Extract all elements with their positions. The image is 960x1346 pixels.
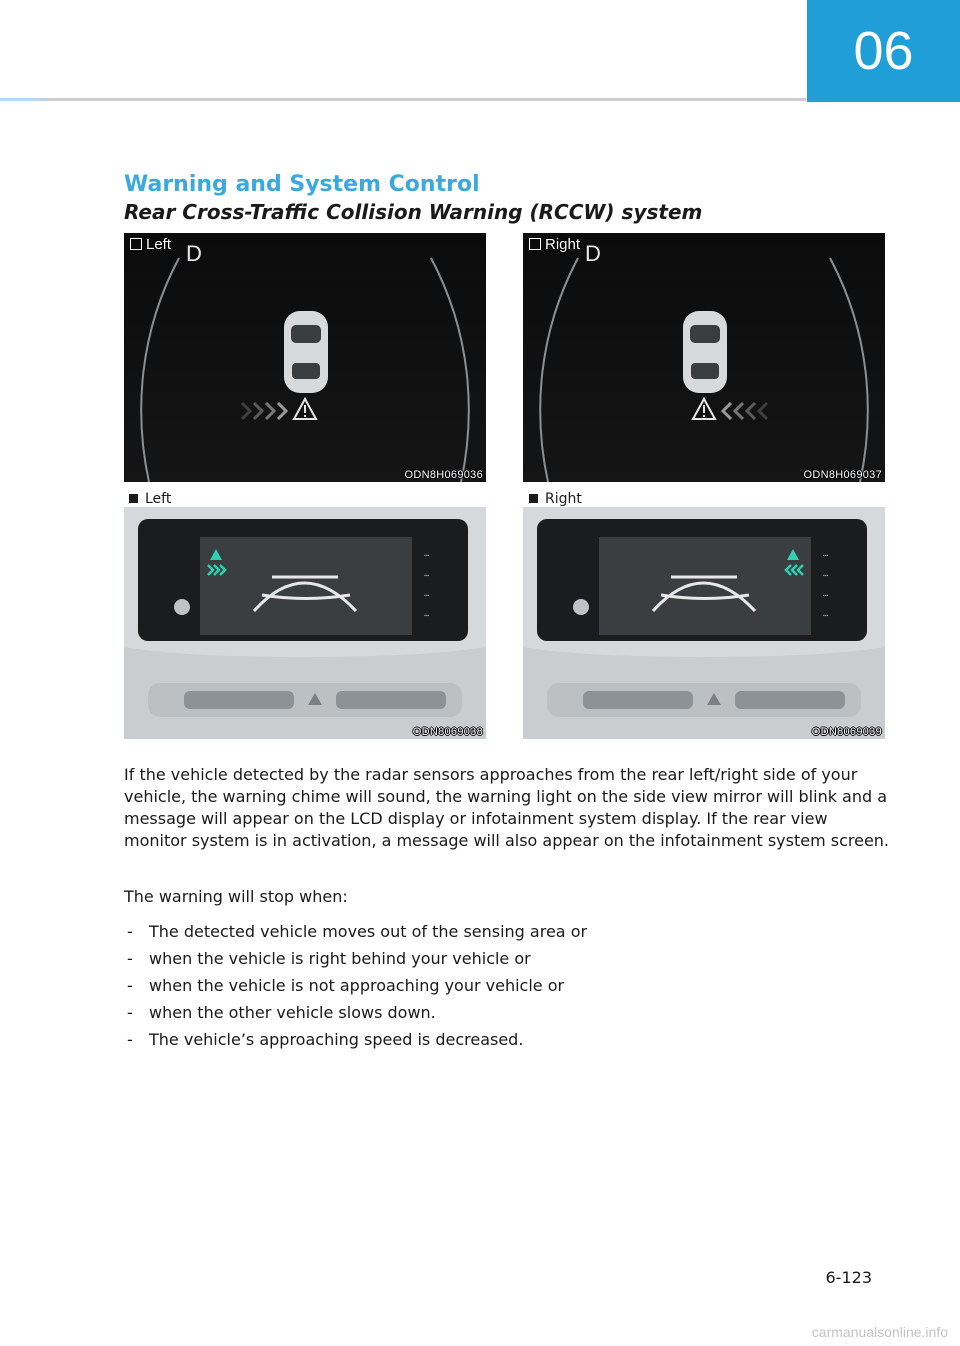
svg-text:▪▪▪: ▪▪▪	[424, 613, 430, 619]
svg-text:▪▪▪: ▪▪▪	[424, 573, 430, 579]
section-title: Warning and System Control	[124, 172, 480, 197]
cluster-left-figure	[124, 233, 486, 482]
infotainment-left-figure	[124, 507, 486, 739]
page-number: 6-123	[825, 1268, 872, 1287]
figure-code: ODN8H069036	[404, 469, 483, 481]
subsection-title: Rear Cross-Traffic Collision Warning (RCCW) system	[124, 200, 703, 224]
chapter-tab: 06	[807, 0, 960, 102]
stop-conditions-list	[124, 918, 587, 1053]
infotainment-left-illustration	[124, 507, 486, 739]
svg-text:▪▪▪: ▪▪▪	[424, 553, 430, 559]
cluster-left-illustration	[124, 233, 486, 482]
svg-text:▪▪▪: ▪▪▪	[424, 593, 430, 599]
figure-code: ODN8069038	[412, 726, 483, 738]
figure-code: ODN8069039	[811, 726, 882, 738]
figure-caption: Right	[529, 491, 582, 507]
infotainment-right-figure	[523, 507, 885, 739]
svg-text:▪▪▪: ▪▪▪	[823, 593, 829, 599]
list-item: - when the other vehicle slows down.	[124, 999, 587, 1026]
list-item: - The detected vehicle moves out of the sensing area or	[124, 918, 587, 945]
cluster-right-figure	[523, 233, 885, 482]
svg-text:▪▪▪: ▪▪▪	[823, 553, 829, 559]
figure-code: ODN8H069037	[803, 469, 882, 481]
figure-label: Left	[130, 236, 171, 253]
svg-text:▪▪▪: ▪▪▪	[823, 573, 829, 579]
list-item: - The vehicle’s approaching speed is decreased.	[124, 1026, 587, 1053]
gear-indicator: D	[585, 241, 601, 266]
watermark: carmanualsonline.info	[811, 1324, 948, 1340]
gear-indicator: D	[186, 241, 202, 266]
stop-intro: The warning will stop when:	[124, 887, 348, 906]
vehicle-top-view-icon	[683, 311, 727, 393]
figure-caption: Left	[129, 491, 171, 507]
cluster-right-illustration	[523, 233, 885, 482]
list-item: - when the vehicle is right behind your vehicle or	[124, 945, 587, 972]
svg-text:▪▪▪: ▪▪▪	[823, 613, 829, 619]
infotainment-right-illustration	[523, 507, 885, 739]
header-rule	[0, 98, 806, 101]
vehicle-top-view-icon	[284, 311, 328, 393]
list-item: - when the vehicle is not approaching your vehicle or	[124, 972, 587, 999]
body-paragraph: If the vehicle detected by the radar sensors approaches from the rear left/right side of your vehicle, the warning chime will sound, the warning light on the side view mirror will blink and a message will appear on the LCD display or infotainment system display. If the rear view monitor system is in activation, a message will also appear on the infotainment system screen.	[124, 765, 890, 850]
figure-label: Right	[529, 236, 580, 253]
